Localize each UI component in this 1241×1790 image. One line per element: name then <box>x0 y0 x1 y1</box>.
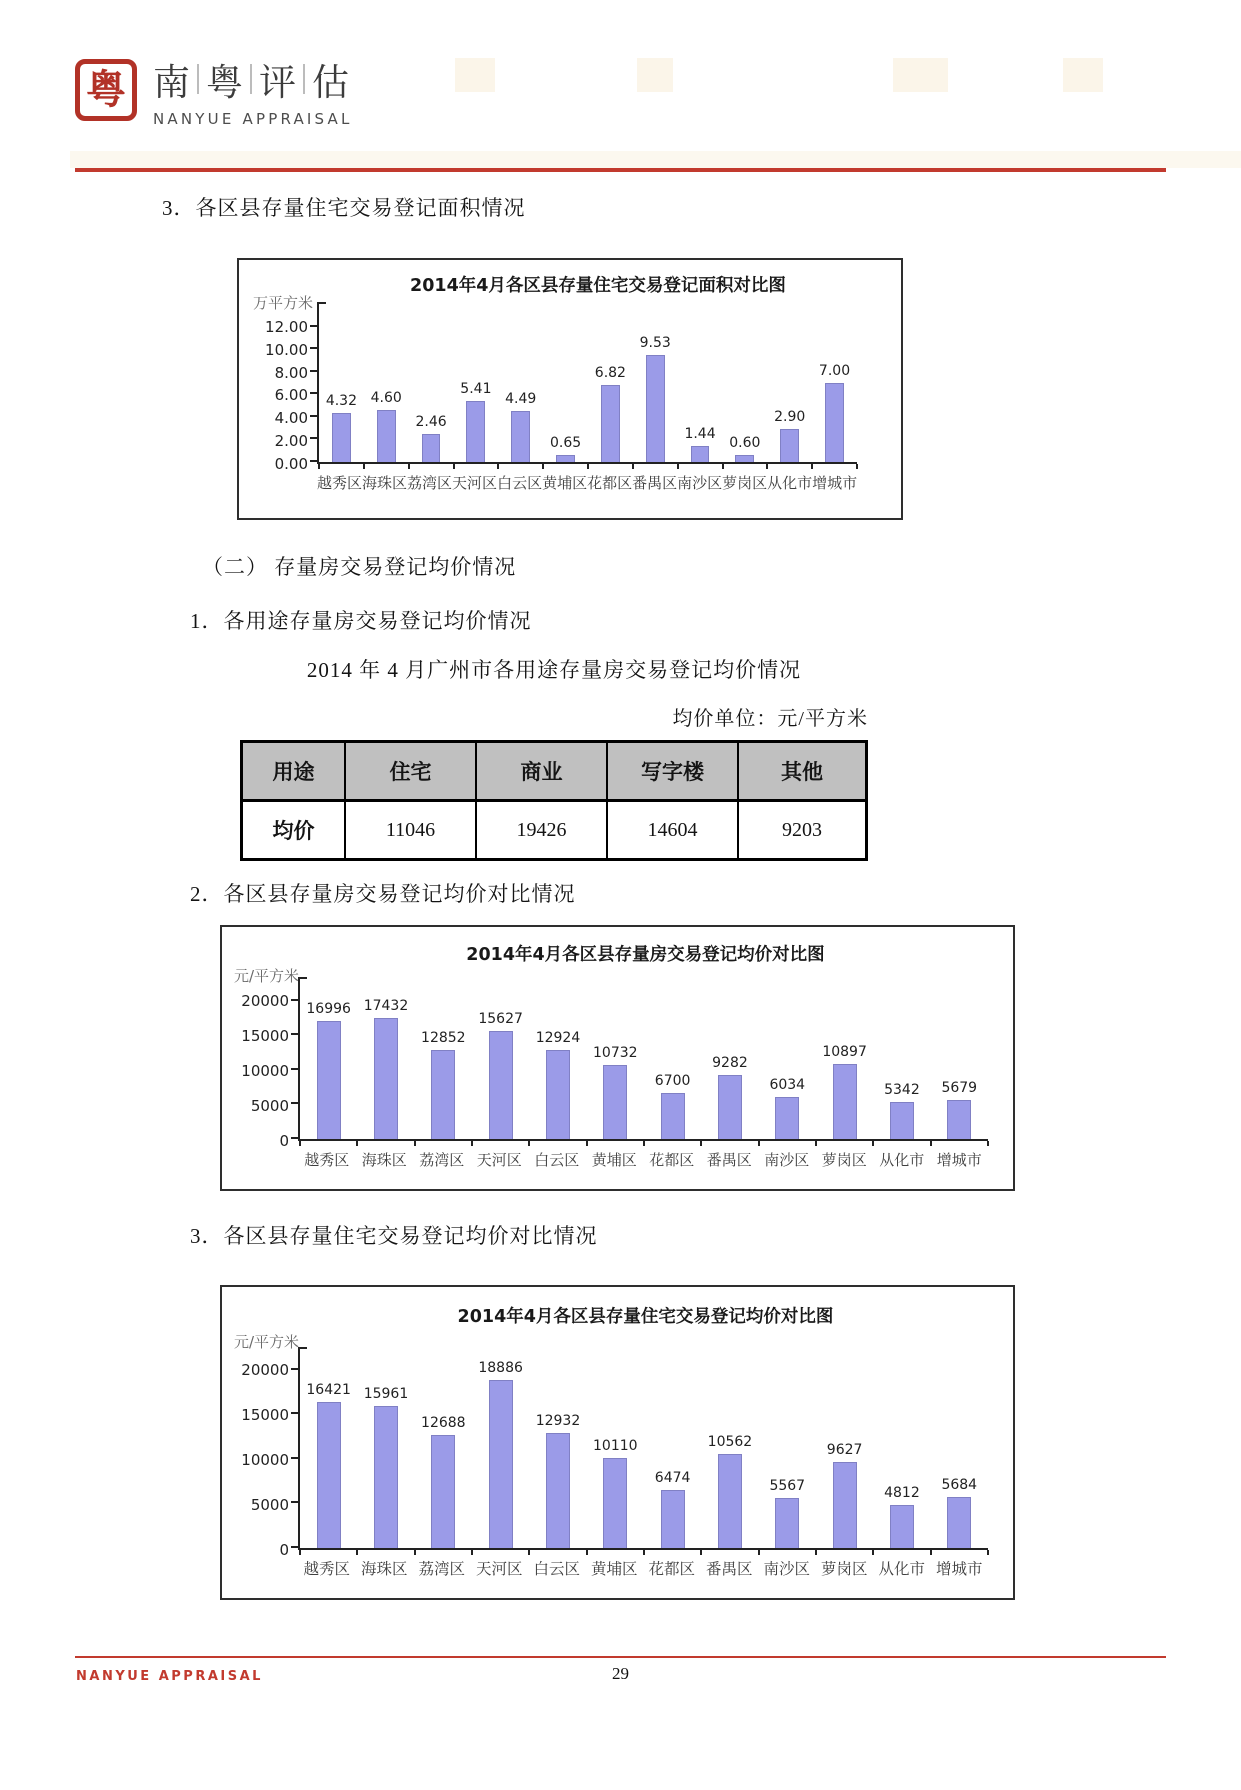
x-tick-mark <box>815 1141 817 1146</box>
bar-cell <box>453 302 498 462</box>
watermark-block <box>1063 58 1103 92</box>
bar <box>511 411 530 462</box>
bar-cell <box>701 1347 758 1548</box>
bar-cell <box>633 302 678 462</box>
value-cell: 11046 <box>346 802 477 858</box>
bar-value-label: 4812 <box>884 1485 920 1502</box>
brand-name-en: NANYUE APPRAISAL <box>153 110 353 128</box>
y-tick-label: 4.00 <box>274 409 308 428</box>
y-tick-label: 8.00 <box>274 363 308 382</box>
header-cell: 商业 <box>477 743 608 799</box>
x-axis-label: 白云区 <box>497 476 543 492</box>
value-cell: 19426 <box>477 802 608 858</box>
x-tick-mark <box>453 464 455 469</box>
x-axis-label: 白云区 <box>533 1561 580 1578</box>
bar-value-label: 2.90 <box>774 409 806 426</box>
x-tick-mark <box>811 464 813 469</box>
x-tick-mark <box>766 464 768 469</box>
bar-cell <box>644 1347 701 1548</box>
bar-value-label: 15627 <box>478 1010 523 1027</box>
bar <box>317 1402 341 1548</box>
section-heading-residential-price: 3．各区县存量住宅交易登记均价对比情况 <box>190 1224 598 1248</box>
bar <box>833 1064 857 1139</box>
y-tick-mark <box>291 1137 298 1139</box>
y-tick-label: 2.00 <box>274 432 308 451</box>
x-axis-label: 荔湾区 <box>418 1561 465 1578</box>
bar-value-label: 6474 <box>654 1470 691 1487</box>
brand-character: 南 <box>153 61 190 104</box>
header-rule <box>75 168 1166 172</box>
header-cell: 用途 <box>243 743 346 799</box>
bar-cell <box>931 977 988 1139</box>
watermark-block <box>893 58 948 92</box>
x-tick-mark <box>987 1550 989 1555</box>
header-cell: 写字楼 <box>608 743 739 799</box>
x-tick-mark <box>700 1550 702 1555</box>
x-tick-mark <box>528 1141 530 1146</box>
x-tick-mark <box>497 464 499 469</box>
bar-value-label: 12932 <box>535 1412 581 1429</box>
y-tick-mark <box>291 1068 298 1070</box>
bar-cell <box>931 1347 988 1548</box>
x-tick-mark <box>872 1550 874 1555</box>
x-tick-mark <box>643 1141 645 1146</box>
bar-value-label: 5342 <box>884 1082 920 1099</box>
bar <box>422 434 441 462</box>
bar-cell <box>644 977 701 1139</box>
x-tick-mark <box>363 464 365 469</box>
bar <box>332 413 351 462</box>
bar-cell <box>701 977 758 1139</box>
bar-cell <box>816 1347 873 1548</box>
bar-cell <box>873 977 930 1139</box>
bar-value-label: 4.49 <box>505 391 537 408</box>
x-tick-mark <box>471 1550 473 1555</box>
x-axis-label: 天河区 <box>475 1561 523 1578</box>
x-axis-label: 番禺区 <box>632 476 678 492</box>
y-tick-label: 20000 <box>241 1360 289 1379</box>
y-axis <box>239 302 317 473</box>
footer-rule <box>75 1656 1166 1658</box>
x-axis-label: 花都区 <box>587 476 633 492</box>
x-axis-label: 海珠区 <box>361 1153 407 1169</box>
y-tick-label: 15000 <box>241 1405 289 1424</box>
y-tick-mark <box>291 1102 298 1104</box>
x-axis-label: 荔湾区 <box>419 1153 465 1169</box>
y-tick-mark <box>310 415 317 417</box>
bar-value-label: 2.46 <box>415 414 447 431</box>
chart-box-price-residential <box>220 1285 1015 1600</box>
y-tick-label: 0 <box>279 1541 289 1559</box>
brand-character: 评 <box>259 61 296 104</box>
bar <box>833 1462 857 1548</box>
bar-cell <box>415 977 472 1139</box>
x-axis-labels <box>317 472 857 493</box>
bar-value-label: 5679 <box>941 1079 978 1096</box>
bar-value-label: 9627 <box>826 1442 863 1459</box>
brand-separator <box>250 64 252 94</box>
bars <box>319 302 857 462</box>
x-axis-label: 南沙区 <box>764 1153 810 1169</box>
bar-cell <box>587 977 644 1139</box>
row-label-cell: 均价 <box>243 802 346 858</box>
bar-value-label: 5.41 <box>460 380 492 397</box>
bar <box>718 1454 742 1548</box>
y-tick-mark <box>310 460 317 462</box>
y-tick-label: 10000 <box>241 1450 289 1469</box>
x-tick-mark <box>722 464 724 469</box>
x-axis-label: 黄埔区 <box>590 1561 638 1578</box>
bar-cell <box>319 302 364 462</box>
bar-value-label: 9.53 <box>639 334 671 351</box>
bar-cell <box>472 977 529 1139</box>
bar-value-label: 17432 <box>363 998 409 1015</box>
brand-character: 粤 <box>206 61 243 104</box>
y-axis-unit-label: 万平方米 <box>253 294 314 312</box>
x-axis-label: 从化市 <box>767 476 813 492</box>
x-tick-mark <box>758 1550 760 1555</box>
bar-value-label: 0.65 <box>549 434 582 451</box>
bar <box>947 1100 971 1139</box>
plot-area <box>298 1347 988 1550</box>
bar <box>489 1031 513 1139</box>
x-axis-label: 从化市 <box>879 1153 925 1169</box>
bar <box>377 410 396 462</box>
y-axis-unit-label: 元/平方米 <box>234 1333 300 1351</box>
y-tick-mark <box>291 1457 298 1459</box>
brand-text <box>153 52 353 128</box>
y-tick-label: 15000 <box>241 1026 289 1045</box>
bar-value-label: 4.32 <box>325 393 357 410</box>
x-tick-mark <box>856 464 858 469</box>
x-axis-label: 荔湾区 <box>407 476 453 492</box>
x-axis-label: 番禺区 <box>705 1561 753 1578</box>
bar-value-label: 7.00 <box>818 363 851 380</box>
bar-cell <box>587 1347 644 1548</box>
x-axis-label: 增城市 <box>812 476 858 492</box>
bar-value-label: 16421 <box>306 1381 351 1398</box>
section-heading-usage-price: 1．各用途存量房交易登记均价情况 <box>190 609 532 633</box>
bar <box>825 383 844 462</box>
bar <box>775 1498 799 1548</box>
x-axis-label: 花都区 <box>648 1561 695 1578</box>
y-tick-label: 10000 <box>241 1061 289 1080</box>
bar-value-label: 6.82 <box>594 365 626 382</box>
y-tick-mark <box>310 325 317 327</box>
bar-cell <box>588 302 633 462</box>
seal-character: 粤 <box>86 67 126 112</box>
bar-value-label: 10110 <box>593 1437 638 1454</box>
value-cell: 9203 <box>782 818 822 841</box>
chart-box-price-all <box>220 925 1015 1191</box>
bar <box>431 1050 455 1139</box>
brand-name-cn <box>153 52 353 106</box>
bar-value-label: 18886 <box>478 1359 523 1376</box>
bars <box>300 977 988 1139</box>
bar-value-label: 10562 <box>707 1433 753 1450</box>
bar-cell <box>415 1347 472 1548</box>
bar-value-label: 10897 <box>822 1043 867 1060</box>
header-cell: 住宅 <box>346 743 477 799</box>
bar-cell <box>767 302 812 462</box>
bar <box>466 401 485 462</box>
bar <box>431 1435 455 1548</box>
x-tick-mark <box>872 1141 874 1146</box>
bar-value-label: 12852 <box>421 1030 466 1047</box>
bar <box>775 1097 799 1139</box>
x-axis-label: 增城市 <box>935 1561 983 1578</box>
bar <box>890 1505 914 1548</box>
bar-cell <box>812 302 857 462</box>
bars <box>300 1347 988 1548</box>
bar-value-label: 12688 <box>421 1414 466 1431</box>
bar <box>546 1050 570 1139</box>
bar <box>489 1380 513 1548</box>
section-heading-area: 3．各区县存量住宅交易登记面积情况 <box>162 196 526 220</box>
bar <box>718 1075 742 1139</box>
x-axis-label: 海珠区 <box>360 1561 408 1578</box>
bar <box>661 1490 685 1548</box>
bar <box>603 1458 627 1548</box>
bar-cell <box>678 302 723 462</box>
price-table <box>240 740 868 861</box>
y-axis <box>222 977 298 1150</box>
y-tick-mark <box>291 1501 298 1503</box>
x-tick-mark <box>758 1141 760 1146</box>
x-axis-label: 海珠区 <box>362 476 408 492</box>
brand-logo <box>75 52 353 128</box>
bar-cell <box>543 302 588 462</box>
x-tick-mark <box>471 1141 473 1146</box>
y-tick-label: 5000 <box>250 1097 289 1115</box>
chart-title: 2014年4月各区县存量住宅交易登记均价对比图 <box>457 1307 834 1327</box>
x-tick-mark <box>677 464 679 469</box>
x-tick-mark <box>632 464 634 469</box>
bar <box>601 385 620 462</box>
y-tick-label: 12.00 <box>265 317 308 336</box>
bar-value-label: 15961 <box>363 1385 409 1402</box>
x-tick-mark <box>643 1550 645 1555</box>
y-axis <box>222 1347 298 1559</box>
x-axis-label: 萝岗区 <box>821 1153 867 1169</box>
bar-cell <box>816 977 873 1139</box>
bar-value-label: 6034 <box>769 1077 806 1094</box>
value-cell: 14604 <box>608 802 739 858</box>
x-tick-mark <box>318 464 320 469</box>
bar <box>646 355 665 462</box>
bar <box>947 1497 971 1548</box>
y-tick-label: 5000 <box>250 1496 289 1514</box>
bar-value-label: 0.60 <box>729 435 761 452</box>
watermark-block <box>637 58 673 92</box>
x-tick-mark <box>299 1141 301 1146</box>
plot-area <box>298 977 988 1141</box>
bar-cell <box>357 1347 414 1548</box>
x-axis-label: 南沙区 <box>763 1561 810 1578</box>
bar-cell <box>357 977 414 1139</box>
bar-value-label: 5567 <box>769 1478 806 1495</box>
x-tick-mark <box>542 464 544 469</box>
bar-value-label: 12924 <box>535 1029 581 1046</box>
bar-cell <box>364 302 409 462</box>
table-header-row <box>243 743 865 802</box>
chart-title: 2014年4月各区县存量房交易登记均价对比图 <box>466 945 825 965</box>
y-tick-label: 20000 <box>241 991 289 1010</box>
y-tick-mark <box>291 1368 298 1370</box>
x-tick-mark <box>586 1141 588 1146</box>
x-tick-mark <box>408 464 410 469</box>
bar-cell <box>300 977 357 1139</box>
brand-character: 估 <box>312 61 349 104</box>
x-axis-label: 白云区 <box>534 1153 580 1169</box>
watermark-block <box>455 58 495 92</box>
x-tick-mark <box>930 1141 932 1146</box>
x-axis-label: 越秀区 <box>304 1153 350 1169</box>
bar-cell <box>409 302 454 462</box>
bar <box>603 1065 627 1139</box>
x-tick-mark <box>987 1141 989 1146</box>
header-cell: 其他 <box>781 760 823 784</box>
x-axis-label: 天河区 <box>476 1153 522 1169</box>
bar-value-label: 5684 <box>941 1477 978 1494</box>
bar-value-label: 10732 <box>593 1044 638 1061</box>
y-tick-label: 0.00 <box>274 455 308 473</box>
x-axis-label: 黄埔区 <box>591 1153 637 1169</box>
x-tick-mark <box>586 1550 588 1555</box>
table-row <box>243 802 865 858</box>
seal-icon <box>75 59 137 121</box>
bar-value-label: 1.44 <box>684 425 716 442</box>
y-tick-mark <box>291 1546 298 1548</box>
x-tick-mark <box>299 1550 301 1555</box>
table-title: 2014 年 4 月广州市各用途存量房交易登记均价情况 <box>306 658 802 682</box>
bar <box>556 455 575 462</box>
x-axis-label: 南沙区 <box>677 476 723 492</box>
y-tick-mark <box>310 370 317 372</box>
x-tick-mark <box>414 1141 416 1146</box>
x-axis-label: 从化市 <box>878 1561 925 1578</box>
footer-brand: NANYUE APPRAISAL <box>76 1669 263 1684</box>
page-number: 29 <box>612 1664 629 1683</box>
bar-cell <box>529 977 586 1139</box>
x-tick-mark <box>356 1550 358 1555</box>
bar <box>890 1102 914 1139</box>
bar-value-label: 4.60 <box>370 390 402 407</box>
bar-value-label: 9282 <box>712 1054 748 1071</box>
y-tick-mark <box>291 1412 298 1414</box>
bar-value-label: 6700 <box>654 1072 691 1089</box>
bar-cell <box>472 1347 529 1548</box>
x-axis-label: 越秀区 <box>303 1561 350 1578</box>
x-tick-mark <box>414 1550 416 1555</box>
y-axis-unit-label: 元/平方米 <box>234 967 300 985</box>
bar <box>546 1433 570 1548</box>
x-axis-label: 黄埔区 <box>542 476 588 492</box>
x-axis-label: 增城市 <box>936 1153 982 1169</box>
x-axis-labels <box>298 1149 988 1170</box>
chart-box-area <box>237 258 903 520</box>
y-tick-label: 0 <box>279 1132 289 1150</box>
bar-cell <box>722 302 767 462</box>
bar-cell <box>759 977 816 1139</box>
bar-cell <box>759 1347 816 1548</box>
table-unit-label: 均价单位：元/平方米 <box>672 708 868 730</box>
bar-value-label: 16996 <box>306 1001 351 1018</box>
bar <box>780 429 799 462</box>
y-tick-label: 10.00 <box>265 340 308 359</box>
x-tick-mark <box>815 1550 817 1555</box>
section-heading-part2: （二） 存量房交易登记均价情况 <box>202 555 517 579</box>
x-tick-mark <box>356 1141 358 1146</box>
bar <box>317 1021 341 1139</box>
x-axis-label: 番禺区 <box>706 1153 752 1169</box>
y-tick-mark <box>310 437 317 439</box>
x-axis-label: 萝岗区 <box>820 1561 868 1578</box>
header-accent-band <box>70 151 1241 168</box>
x-axis-label: 越秀区 <box>317 476 363 492</box>
bar <box>374 1406 398 1548</box>
x-tick-mark <box>930 1550 932 1555</box>
bar-cell <box>300 1347 357 1548</box>
y-tick-mark <box>310 347 317 349</box>
bar <box>691 446 710 462</box>
bar-cell <box>873 1347 930 1548</box>
x-axis-labels <box>298 1557 988 1579</box>
y-tick-label: 6.00 <box>274 386 308 405</box>
bar <box>374 1018 398 1139</box>
y-tick-mark <box>291 1033 298 1035</box>
bar-cell <box>529 1347 586 1548</box>
x-axis-label: 花都区 <box>649 1153 695 1169</box>
brand-separator <box>303 64 305 94</box>
plot-area <box>317 302 857 464</box>
x-tick-mark <box>587 464 589 469</box>
x-tick-mark <box>528 1550 530 1555</box>
x-axis-label: 萝岗区 <box>722 476 768 492</box>
brand-separator <box>197 64 199 94</box>
bar-cell <box>498 302 543 462</box>
x-axis-label: 天河区 <box>452 476 498 492</box>
x-tick-mark <box>700 1141 702 1146</box>
chart-title: 2014年4月各区县存量住宅交易登记面积对比图 <box>410 276 786 296</box>
bar <box>661 1093 685 1139</box>
bar <box>735 455 754 462</box>
section-heading-district-price: 2．各区县存量房交易登记均价对比情况 <box>190 882 576 906</box>
y-tick-mark <box>291 999 298 1001</box>
y-tick-mark <box>310 392 317 394</box>
